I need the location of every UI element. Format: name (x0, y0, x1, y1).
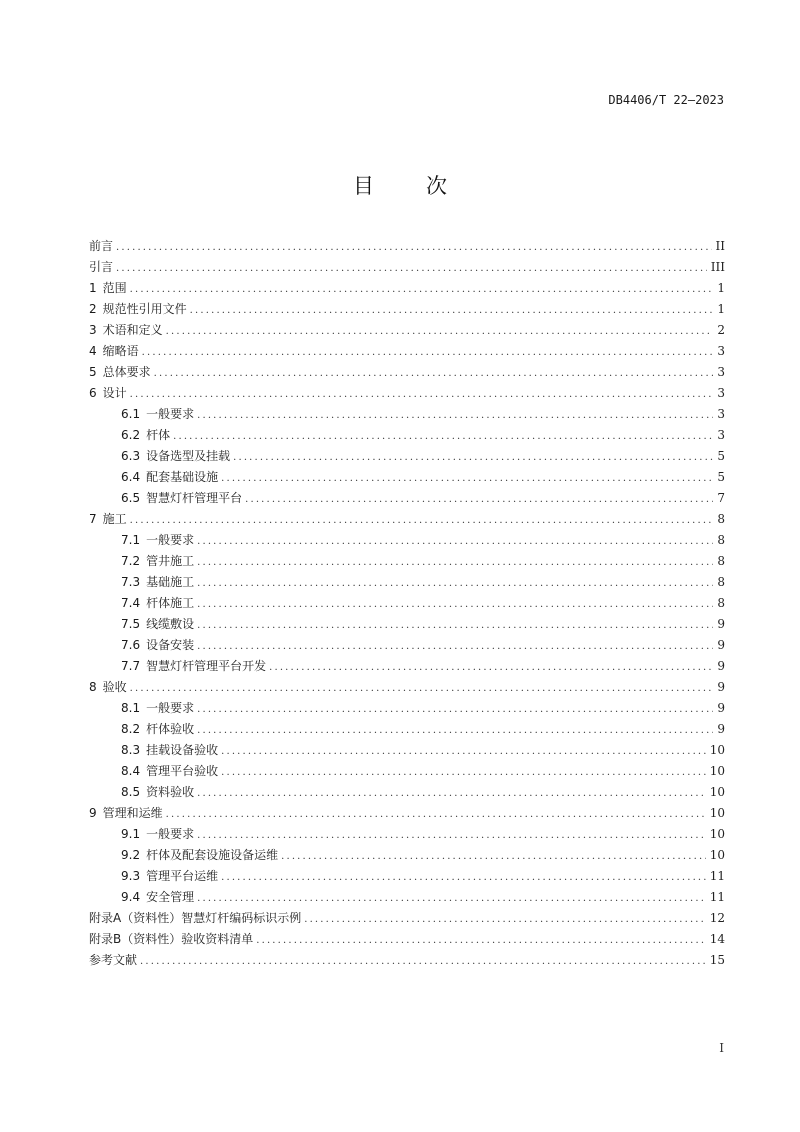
toc-entry-page: 8 (717, 554, 725, 568)
toc-entry-page: 10 (709, 785, 725, 799)
toc-entry-label: 一般要求 (146, 533, 195, 547)
toc-entry-number: 7.1 (121, 533, 141, 547)
toc-entry-page: 8 (717, 596, 725, 610)
toc-entry[interactable] (89, 278, 725, 299)
page-title (0, 170, 800, 200)
toc-dot-leader (130, 510, 714, 531)
toc-entry-label: 一般要求 (146, 701, 195, 715)
toc-entry-number: 3 (89, 323, 97, 337)
toc-entry[interactable] (89, 530, 725, 551)
toc-entry-page: 3 (717, 365, 725, 379)
toc-entry-label: 设备安装 (146, 638, 195, 652)
toc-entry-label: 参考文献 (89, 953, 138, 967)
toc-entry[interactable] (89, 551, 725, 572)
toc-entry[interactable] (89, 509, 725, 530)
toc-dot-leader (197, 531, 713, 552)
toc-entry[interactable] (89, 950, 725, 971)
toc-dot-leader (304, 909, 706, 930)
title-char-2: 次 (426, 174, 447, 198)
toc-entry-label: 附录B（资料性）验收资料清单 (89, 932, 254, 946)
toc-entry[interactable] (89, 446, 725, 467)
toc-dot-leader (142, 342, 714, 363)
toc-entry-page: II (715, 239, 725, 253)
toc-entry-label: 术语和定义 (102, 323, 163, 337)
toc-entry[interactable] (89, 845, 725, 866)
toc-dot-leader (197, 825, 706, 846)
toc-dot-leader (233, 447, 713, 468)
toc-entry-label: 基础施工 (146, 575, 195, 589)
toc-dot-leader (197, 720, 713, 741)
toc-entry-number: 4 (89, 344, 97, 358)
toc-entry-page: 10 (709, 806, 725, 820)
toc-entry-label: 安全管理 (146, 890, 195, 904)
toc-entry[interactable] (89, 887, 725, 908)
toc-entry-page: 9 (717, 722, 725, 736)
title-char-1: 目 (353, 174, 374, 198)
toc-entry-number: 8 (89, 680, 97, 694)
toc-entry-page: 3 (717, 344, 725, 358)
toc-entry-number: 1 (89, 281, 97, 295)
toc-entry-number: 7.3 (121, 575, 141, 589)
toc-dot-leader (197, 699, 713, 720)
toc-entry[interactable] (89, 929, 725, 950)
toc-entry-label: 验收 (102, 680, 127, 694)
toc-entry-label: 挂载设备验收 (146, 743, 219, 757)
toc-entry[interactable] (89, 782, 725, 803)
toc-entry[interactable] (89, 572, 725, 593)
toc-entry-page: 10 (709, 743, 725, 757)
toc-entry-label: 杆体 (146, 428, 171, 442)
toc-dot-leader (221, 468, 713, 489)
toc-entry-label: 一般要求 (146, 827, 195, 841)
toc-dot-leader (197, 405, 713, 426)
toc-entry[interactable] (89, 320, 725, 341)
toc-entry[interactable] (89, 341, 725, 362)
toc-entry[interactable] (89, 614, 725, 635)
toc-entry-number: 6.4 (121, 470, 141, 484)
toc-entry[interactable] (89, 404, 725, 425)
toc-entry[interactable] (89, 362, 725, 383)
toc-entry[interactable] (89, 383, 725, 404)
toc-entry-number: 8.3 (121, 743, 141, 757)
toc-entry-page: 9 (717, 680, 725, 694)
toc-entry[interactable] (89, 866, 725, 887)
toc-entry-page: 3 (717, 386, 725, 400)
footer-page-number: I (719, 1041, 724, 1055)
toc-dot-leader (130, 279, 714, 300)
toc-entry[interactable] (89, 299, 725, 320)
toc-dot-leader (269, 657, 713, 678)
toc-entry-number: 7 (89, 512, 97, 526)
toc-dot-leader (197, 636, 713, 657)
toc-entry-page: 11 (709, 890, 725, 904)
toc-entry-label: 杆体验收 (146, 722, 195, 736)
toc-entry-page: 10 (709, 764, 725, 778)
toc-entry-page: 7 (717, 491, 725, 505)
toc-entry-label: 配套基础设施 (146, 470, 219, 484)
toc-entry-page: 8 (717, 575, 725, 589)
toc-dot-leader (173, 426, 713, 447)
toc-entry-label: 设备选型及挂载 (146, 449, 231, 463)
toc-dot-leader (116, 258, 707, 279)
toc-entry-label: 引言 (89, 260, 114, 274)
toc-entry-label: 管理和运维 (102, 806, 163, 820)
toc-entry[interactable] (89, 677, 725, 698)
toc-entry-label: 总体要求 (102, 365, 151, 379)
toc-entry-label: 规范性引用文件 (102, 302, 187, 316)
toc-entry[interactable] (89, 740, 725, 761)
toc-entry-number: 6.1 (121, 407, 141, 421)
toc-entry[interactable] (89, 635, 725, 656)
toc-dot-leader (221, 762, 706, 783)
toc-entry-number: 7.7 (121, 659, 141, 673)
toc-dot-leader (197, 615, 713, 636)
toc-entry-label: 缩略语 (102, 344, 139, 358)
toc-entry-number: 5 (89, 365, 97, 379)
toc-entry[interactable] (89, 593, 725, 614)
toc-entry[interactable] (89, 698, 725, 719)
toc-entry[interactable] (89, 908, 725, 929)
toc-entry-label: 范围 (102, 281, 127, 295)
toc-dot-leader (221, 741, 706, 762)
toc-entry-label: 设计 (102, 386, 127, 400)
toc-dot-leader (197, 888, 706, 909)
document-code: DB4406/T 22—2023 (608, 93, 724, 107)
toc-entry-number: 8.2 (121, 722, 141, 736)
toc-entry-page: 14 (709, 932, 725, 946)
toc-entry-number: 6.3 (121, 449, 141, 463)
toc-entry-label: 施工 (102, 512, 127, 526)
toc-dot-leader (256, 930, 705, 951)
toc-entry-number: 8.1 (121, 701, 141, 715)
toc-entry[interactable] (89, 803, 725, 824)
toc-entry-number: 7.2 (121, 554, 141, 568)
toc-dot-leader (130, 384, 714, 405)
toc-entry-number: 8.4 (121, 764, 141, 778)
toc-dot-leader (197, 573, 713, 594)
toc-entry-page: 12 (709, 911, 725, 925)
toc-entry-label: 附录A（资料性）智慧灯杆编码标识示例 (89, 911, 302, 925)
toc-entry-label: 管井施工 (146, 554, 195, 568)
toc-entry-number: 9.3 (121, 869, 141, 883)
toc-entry[interactable] (89, 236, 725, 257)
toc-entry-page: 1 (717, 281, 725, 295)
table-of-contents (89, 236, 725, 971)
toc-entry[interactable] (89, 467, 725, 488)
toc-entry-page: 10 (709, 848, 725, 862)
toc-entry-number: 7.6 (121, 638, 141, 652)
toc-entry-page: III (710, 260, 725, 274)
toc-entry-page: 3 (717, 407, 725, 421)
toc-entry-page: 8 (717, 512, 725, 526)
toc-entry-label: 资料验收 (146, 785, 195, 799)
toc-dot-leader (116, 237, 712, 258)
toc-dot-leader (140, 951, 706, 972)
toc-dot-leader (197, 594, 713, 615)
toc-entry-label: 一般要求 (146, 407, 195, 421)
toc-entry-label: 杆体及配套设施设备运维 (146, 848, 279, 862)
toc-entry-page: 1 (717, 302, 725, 316)
toc-dot-leader (130, 678, 714, 699)
toc-entry-page: 15 (709, 953, 725, 967)
toc-dot-leader (197, 552, 713, 573)
toc-entry-number: 2 (89, 302, 97, 316)
toc-entry-number: 9.1 (121, 827, 141, 841)
toc-dot-leader (221, 867, 706, 888)
toc-entry[interactable] (89, 761, 725, 782)
toc-dot-leader (166, 804, 706, 825)
toc-entry-page: 9 (717, 659, 725, 673)
toc-entry-label: 智慧灯杆管理平台开发 (146, 659, 267, 673)
toc-dot-leader (190, 300, 714, 321)
toc-entry-number: 6 (89, 386, 97, 400)
toc-entry-number: 8.5 (121, 785, 141, 799)
toc-entry-label: 智慧灯杆管理平台 (146, 491, 243, 505)
toc-entry-number: 6.2 (121, 428, 141, 442)
toc-entry-page: 11 (709, 869, 725, 883)
toc-entry-page: 5 (717, 449, 725, 463)
toc-entry-number: 7.4 (121, 596, 141, 610)
toc-entry[interactable] (89, 425, 725, 446)
toc-entry-label: 杆体施工 (146, 596, 195, 610)
toc-entry-label: 管理平台验收 (146, 764, 219, 778)
toc-entry-page: 3 (717, 428, 725, 442)
toc-entry-number: 9.2 (121, 848, 141, 862)
toc-entry-number: 6.5 (121, 491, 141, 505)
toc-entry-page: 9 (717, 617, 725, 631)
toc-entry-label: 线缆敷设 (146, 617, 195, 631)
toc-entry[interactable] (89, 824, 725, 845)
toc-dot-leader (281, 846, 706, 867)
toc-dot-leader (166, 321, 714, 342)
toc-entry-label: 前言 (89, 239, 114, 253)
toc-entry-page: 9 (717, 638, 725, 652)
toc-entry-page: 10 (709, 827, 725, 841)
toc-entry-page: 9 (717, 701, 725, 715)
toc-entry[interactable] (89, 656, 725, 677)
toc-entry-page: 5 (717, 470, 725, 484)
toc-entry-number: 9 (89, 806, 97, 820)
toc-entry-label: 管理平台运维 (146, 869, 219, 883)
toc-dot-leader (197, 783, 706, 804)
toc-entry[interactable] (89, 719, 725, 740)
toc-entry-page: 8 (717, 533, 725, 547)
toc-dot-leader (154, 363, 714, 384)
toc-entry-page: 2 (717, 323, 725, 337)
toc-entry-number: 9.4 (121, 890, 141, 904)
toc-entry[interactable] (89, 257, 725, 278)
toc-entry-number: 7.5 (121, 617, 141, 631)
toc-dot-leader (245, 489, 713, 510)
toc-entry[interactable] (89, 488, 725, 509)
